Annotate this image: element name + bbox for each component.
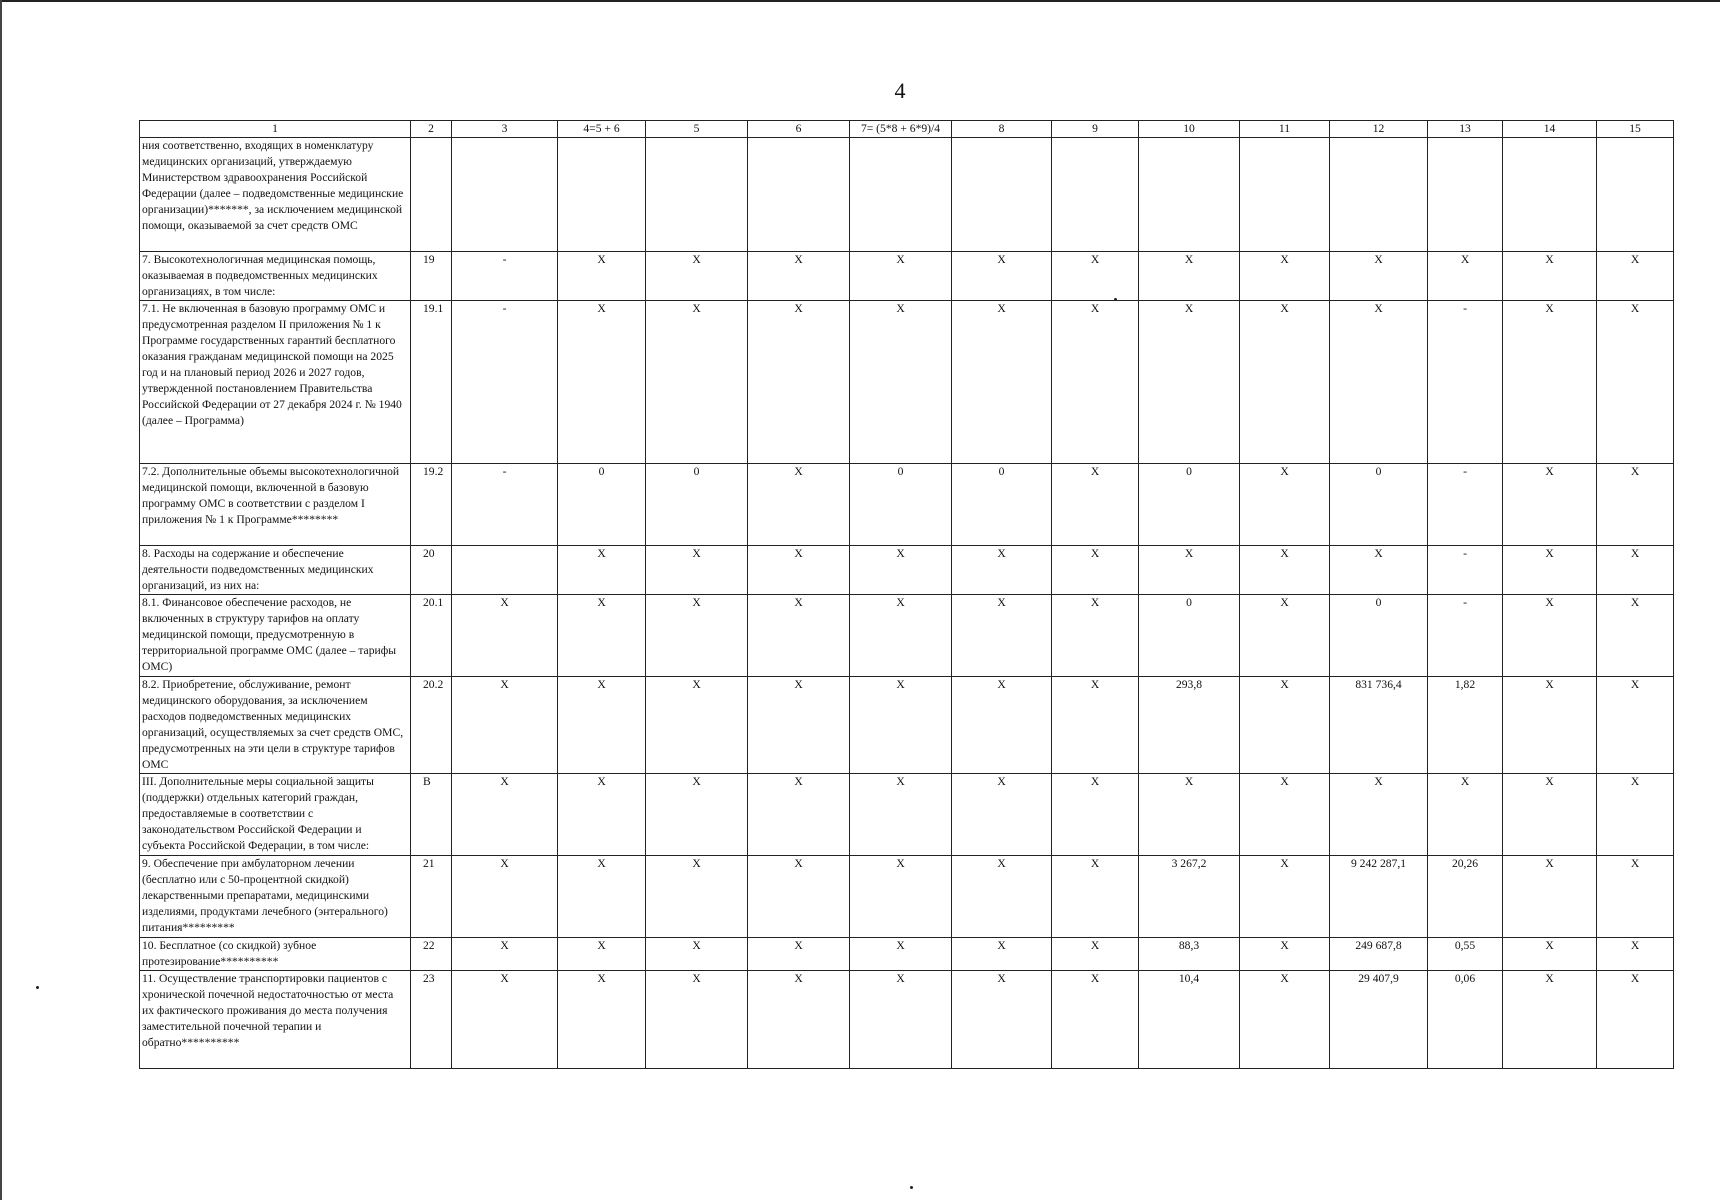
table-cell: 0 bbox=[1139, 595, 1240, 677]
row-code-cell: 19 bbox=[411, 252, 452, 301]
table-cell bbox=[850, 138, 952, 252]
table-cell: X bbox=[1503, 546, 1597, 595]
table-cell: 29 407,9 bbox=[1330, 971, 1428, 1069]
table-cell: X bbox=[1597, 971, 1674, 1069]
table-cell: X bbox=[748, 464, 850, 546]
table-cell: X bbox=[1052, 774, 1139, 856]
table-cell: X bbox=[646, 938, 748, 971]
row-name-cell: 9. Обеспечение при амбулаторном лечении (бесплатно или с 50-процентной скидкой) лекарственными препаратами, медицинскими изделиями, продуктами лечебного (энтерального) питания********* bbox=[140, 856, 411, 938]
table-cell: X bbox=[1597, 301, 1674, 464]
table-cell: X bbox=[1330, 252, 1428, 301]
table-cell: X bbox=[1052, 856, 1139, 938]
table-cell bbox=[452, 138, 558, 252]
table-cell: - bbox=[1428, 301, 1503, 464]
table-cell: X bbox=[748, 774, 850, 856]
row-name-cell: 7. Высокотехнологичная медицинская помощь, оказываемая в подведомственных медицинских организациях, в том числе: bbox=[140, 252, 411, 301]
table-cell: X bbox=[1597, 595, 1674, 677]
table-cell: X bbox=[646, 252, 748, 301]
table-row bbox=[140, 595, 1674, 677]
table-cell: 20,26 bbox=[1428, 856, 1503, 938]
table-cell: 0 bbox=[558, 464, 646, 546]
table-cell: - bbox=[452, 252, 558, 301]
table-cell: X bbox=[1139, 301, 1240, 464]
column-header: 2 bbox=[411, 121, 452, 138]
table-row bbox=[140, 546, 1674, 595]
row-name-cell: 11. Осуществление транспортировки пациентов с хронической почечной недостаточностью от места их фактического проживания до места получения заместительной почечной терапии и обратно********** bbox=[140, 971, 411, 1069]
table-cell: 9 242 287,1 bbox=[1330, 856, 1428, 938]
column-header: 8 bbox=[952, 121, 1052, 138]
column-header: 5 bbox=[646, 121, 748, 138]
table-cell: X bbox=[558, 301, 646, 464]
column-header: 3 bbox=[452, 121, 558, 138]
data-table bbox=[139, 120, 1674, 1069]
table-row bbox=[140, 252, 1674, 301]
table-cell: X bbox=[850, 856, 952, 938]
table-row bbox=[140, 971, 1674, 1069]
table-cell: X bbox=[1139, 546, 1240, 595]
table-cell: X bbox=[952, 938, 1052, 971]
table-cell: X bbox=[1503, 677, 1597, 774]
table-cell: X bbox=[1503, 856, 1597, 938]
table-cell: X bbox=[850, 938, 952, 971]
row-code-cell: 19.2 bbox=[411, 464, 452, 546]
table-cell: - bbox=[1428, 464, 1503, 546]
table-cell bbox=[1139, 138, 1240, 252]
table-cell: X bbox=[1240, 464, 1330, 546]
table-cell: X bbox=[952, 856, 1052, 938]
column-header: 12 bbox=[1330, 121, 1428, 138]
table-cell: X bbox=[748, 301, 850, 464]
table-cell: X bbox=[850, 301, 952, 464]
table-cell: X bbox=[558, 677, 646, 774]
table-cell: X bbox=[952, 546, 1052, 595]
table-cell: - bbox=[452, 464, 558, 546]
table-cell: X bbox=[1597, 546, 1674, 595]
table-cell: X bbox=[558, 938, 646, 971]
table-cell: X bbox=[748, 595, 850, 677]
table-cell: X bbox=[1240, 938, 1330, 971]
table-cell bbox=[1428, 138, 1503, 252]
table-cell bbox=[952, 138, 1052, 252]
table-row bbox=[140, 464, 1674, 546]
table-cell: X bbox=[558, 971, 646, 1069]
row-code-cell: 19.1 bbox=[411, 301, 452, 464]
table-cell: X bbox=[1503, 595, 1597, 677]
table-cell: X bbox=[1240, 971, 1330, 1069]
table-cell: X bbox=[558, 856, 646, 938]
table-cell: X bbox=[1597, 252, 1674, 301]
table-cell: X bbox=[1240, 774, 1330, 856]
table-cell: X bbox=[452, 595, 558, 677]
table-cell: X bbox=[1503, 774, 1597, 856]
table-cell: X bbox=[1052, 971, 1139, 1069]
table-cell: X bbox=[1240, 252, 1330, 301]
table-cell: X bbox=[1052, 252, 1139, 301]
table-cell: X bbox=[646, 971, 748, 1069]
table-cell: 293,8 bbox=[1139, 677, 1240, 774]
table-cell: X bbox=[952, 971, 1052, 1069]
table-cell: X bbox=[952, 252, 1052, 301]
table-cell: 3 267,2 bbox=[1139, 856, 1240, 938]
table-cell: X bbox=[558, 546, 646, 595]
table-cell: X bbox=[1503, 938, 1597, 971]
row-code-cell: 21 bbox=[411, 856, 452, 938]
table-cell: 0 bbox=[850, 464, 952, 546]
table-cell: 0 bbox=[1330, 595, 1428, 677]
table-cell: 0 bbox=[646, 464, 748, 546]
table-cell: X bbox=[646, 774, 748, 856]
table-cell: X bbox=[646, 546, 748, 595]
table-cell: X bbox=[646, 301, 748, 464]
row-name-cell: 10. Бесплатное (со скидкой) зубное протезирование********** bbox=[140, 938, 411, 971]
row-name-cell: 8.1. Финансовое обеспечение расходов, не включенных в структуру тарифов на оплату медицинской помощи, предусмотренную в территориальной программе ОМС (далее – тарифы ОМС) bbox=[140, 595, 411, 677]
table-cell: X bbox=[748, 677, 850, 774]
table-cell bbox=[1240, 138, 1330, 252]
scan-speck bbox=[910, 1186, 913, 1189]
row-name-cell: 7.1. Не включенная в базовую программу ОМС и предусмотренная разделом II приложения № 1 к Программе государственных гарантий бесплатного оказания гражданам медицинской помощи на 2025 год и на плановый период 2026 и 2027 годов, утвержденной постановлением Правительства Российской Федерации от 27 декабря 2024 г. № 1940 (далее – Программа) bbox=[140, 301, 411, 464]
table-cell: X bbox=[1052, 546, 1139, 595]
table-cell: X bbox=[452, 677, 558, 774]
table-cell: X bbox=[1597, 677, 1674, 774]
table-cell: X bbox=[1052, 464, 1139, 546]
table-cell bbox=[1330, 138, 1428, 252]
row-name-cell: III. Дополнительные меры социальной защиты (поддержки) отдельных категорий граждан, предоставляемые в соответствии с законодательством Российской Федерации и субъекта Российской Федерации, в том числе: bbox=[140, 774, 411, 856]
table-cell: X bbox=[850, 546, 952, 595]
table-cell: X bbox=[1052, 301, 1139, 464]
table-cell: X bbox=[646, 677, 748, 774]
table-cell: X bbox=[1597, 464, 1674, 546]
column-header: 15 bbox=[1597, 121, 1674, 138]
table-cell: X bbox=[452, 774, 558, 856]
table-cell: X bbox=[1503, 464, 1597, 546]
table-cell: X bbox=[1597, 938, 1674, 971]
table-cell: X bbox=[1503, 301, 1597, 464]
row-code-cell bbox=[411, 138, 452, 252]
table-cell: X bbox=[558, 252, 646, 301]
table-cell bbox=[1597, 138, 1674, 252]
column-header: 9 bbox=[1052, 121, 1139, 138]
table-row bbox=[140, 938, 1674, 971]
table-row bbox=[140, 677, 1674, 774]
table-cell: X bbox=[452, 971, 558, 1069]
table-cell: X bbox=[1428, 774, 1503, 856]
table-cell: X bbox=[952, 595, 1052, 677]
table-cell: 0,06 bbox=[1428, 971, 1503, 1069]
table-row bbox=[140, 856, 1674, 938]
table-cell: X bbox=[952, 774, 1052, 856]
column-header: 6 bbox=[748, 121, 850, 138]
table-cell: X bbox=[646, 856, 748, 938]
table-cell: X bbox=[452, 856, 558, 938]
row-code-cell: 23 bbox=[411, 971, 452, 1069]
table-cell bbox=[1052, 138, 1139, 252]
table-cell: X bbox=[952, 677, 1052, 774]
table-row bbox=[140, 301, 1674, 464]
table-cell bbox=[748, 138, 850, 252]
row-code-cell: 20.1 bbox=[411, 595, 452, 677]
table-cell: - bbox=[1428, 546, 1503, 595]
scan-speck bbox=[36, 986, 39, 989]
page-number: 4 bbox=[894, 78, 906, 103]
table-row bbox=[140, 774, 1674, 856]
table-cell: X bbox=[1503, 252, 1597, 301]
table-cell: 0 bbox=[1330, 464, 1428, 546]
row-code-cell: 20 bbox=[411, 546, 452, 595]
table-cell bbox=[646, 138, 748, 252]
table-cell: X bbox=[1139, 774, 1240, 856]
row-name-cell: 7.2. Дополнительные объемы высокотехнологичной медицинской помощи, включенной в базовую программу ОМС в соответствии с разделом I приложения № 1 к Программе******** bbox=[140, 464, 411, 546]
column-header: 1 bbox=[140, 121, 411, 138]
page-top-edge bbox=[0, 0, 1720, 2]
table-cell: X bbox=[850, 252, 952, 301]
table-cell: X bbox=[1240, 856, 1330, 938]
column-header: 13 bbox=[1428, 121, 1503, 138]
table-cell: 0,55 bbox=[1428, 938, 1503, 971]
table-cell: 0 bbox=[952, 464, 1052, 546]
table-cell: 88,3 bbox=[1139, 938, 1240, 971]
row-code-cell: В bbox=[411, 774, 452, 856]
table-cell: - bbox=[452, 301, 558, 464]
table-cell: X bbox=[1240, 595, 1330, 677]
table-cell bbox=[452, 546, 558, 595]
table-cell: X bbox=[748, 252, 850, 301]
table-cell: X bbox=[850, 774, 952, 856]
table-cell: X bbox=[1052, 938, 1139, 971]
table-cell: X bbox=[1330, 301, 1428, 464]
table-cell: X bbox=[452, 938, 558, 971]
row-code-cell: 20.2 bbox=[411, 677, 452, 774]
row-code-cell: 22 bbox=[411, 938, 452, 971]
table-cell: X bbox=[850, 595, 952, 677]
table-cell: X bbox=[748, 938, 850, 971]
row-name-cell: 8. Расходы на содержание и обеспечение деятельности подведомственных медицинских организаций, из них на: bbox=[140, 546, 411, 595]
row-name-cell: 8.2. Приобретение, обслуживание, ремонт медицинского оборудования, за исключением расходов подведомственных медицинских организаций, осуществляемых за счет средств ОМС, предусмотренных на эти цели в структуре тарифов ОМС bbox=[140, 677, 411, 774]
table-cell bbox=[1503, 138, 1597, 252]
table-cell: X bbox=[1597, 856, 1674, 938]
table-cell: X bbox=[1240, 677, 1330, 774]
table-cell: X bbox=[1597, 774, 1674, 856]
table-cell: - bbox=[1428, 595, 1503, 677]
table-cell: 10,4 bbox=[1139, 971, 1240, 1069]
column-header: 10 bbox=[1139, 121, 1240, 138]
column-header: 7= (5*8 + 6*9)/4 bbox=[850, 121, 952, 138]
table-cell: X bbox=[748, 856, 850, 938]
table-cell: X bbox=[1330, 546, 1428, 595]
table-cell: X bbox=[1139, 252, 1240, 301]
table-cell: X bbox=[748, 546, 850, 595]
table-cell: 249 687,8 bbox=[1330, 938, 1428, 971]
column-header: 4=5 + 6 bbox=[558, 121, 646, 138]
table-cell: X bbox=[850, 971, 952, 1069]
column-header: 11 bbox=[1240, 121, 1330, 138]
table-cell: 1,82 bbox=[1428, 677, 1503, 774]
row-name-cell: ния соответственно, входящих в номенклатуру медицинских организаций, утверждаемую Министерством здравоохранения Российской Федерации (далее – подведомственные медицинские организации)*******, за исключением медицинской помощи, оказываемой за счет средств ОМС bbox=[140, 138, 411, 252]
table-cell: X bbox=[1428, 252, 1503, 301]
table-cell: 831 736,4 bbox=[1330, 677, 1428, 774]
table-cell: X bbox=[1052, 677, 1139, 774]
table-cell: X bbox=[1240, 301, 1330, 464]
table-cell: X bbox=[646, 595, 748, 677]
table-cell: X bbox=[558, 595, 646, 677]
table-cell: X bbox=[1330, 774, 1428, 856]
table-cell: X bbox=[1503, 971, 1597, 1069]
table-cell: X bbox=[850, 677, 952, 774]
table-cell bbox=[558, 138, 646, 252]
table-row bbox=[140, 138, 1674, 252]
column-header: 14 bbox=[1503, 121, 1597, 138]
page-left-edge bbox=[0, 0, 2, 1200]
table-cell: 0 bbox=[1139, 464, 1240, 546]
table-cell: X bbox=[1052, 595, 1139, 677]
table-cell: X bbox=[748, 971, 850, 1069]
table-cell: X bbox=[1240, 546, 1330, 595]
table-cell: X bbox=[952, 301, 1052, 464]
table-cell: X bbox=[558, 774, 646, 856]
column-number-row bbox=[140, 121, 1674, 138]
